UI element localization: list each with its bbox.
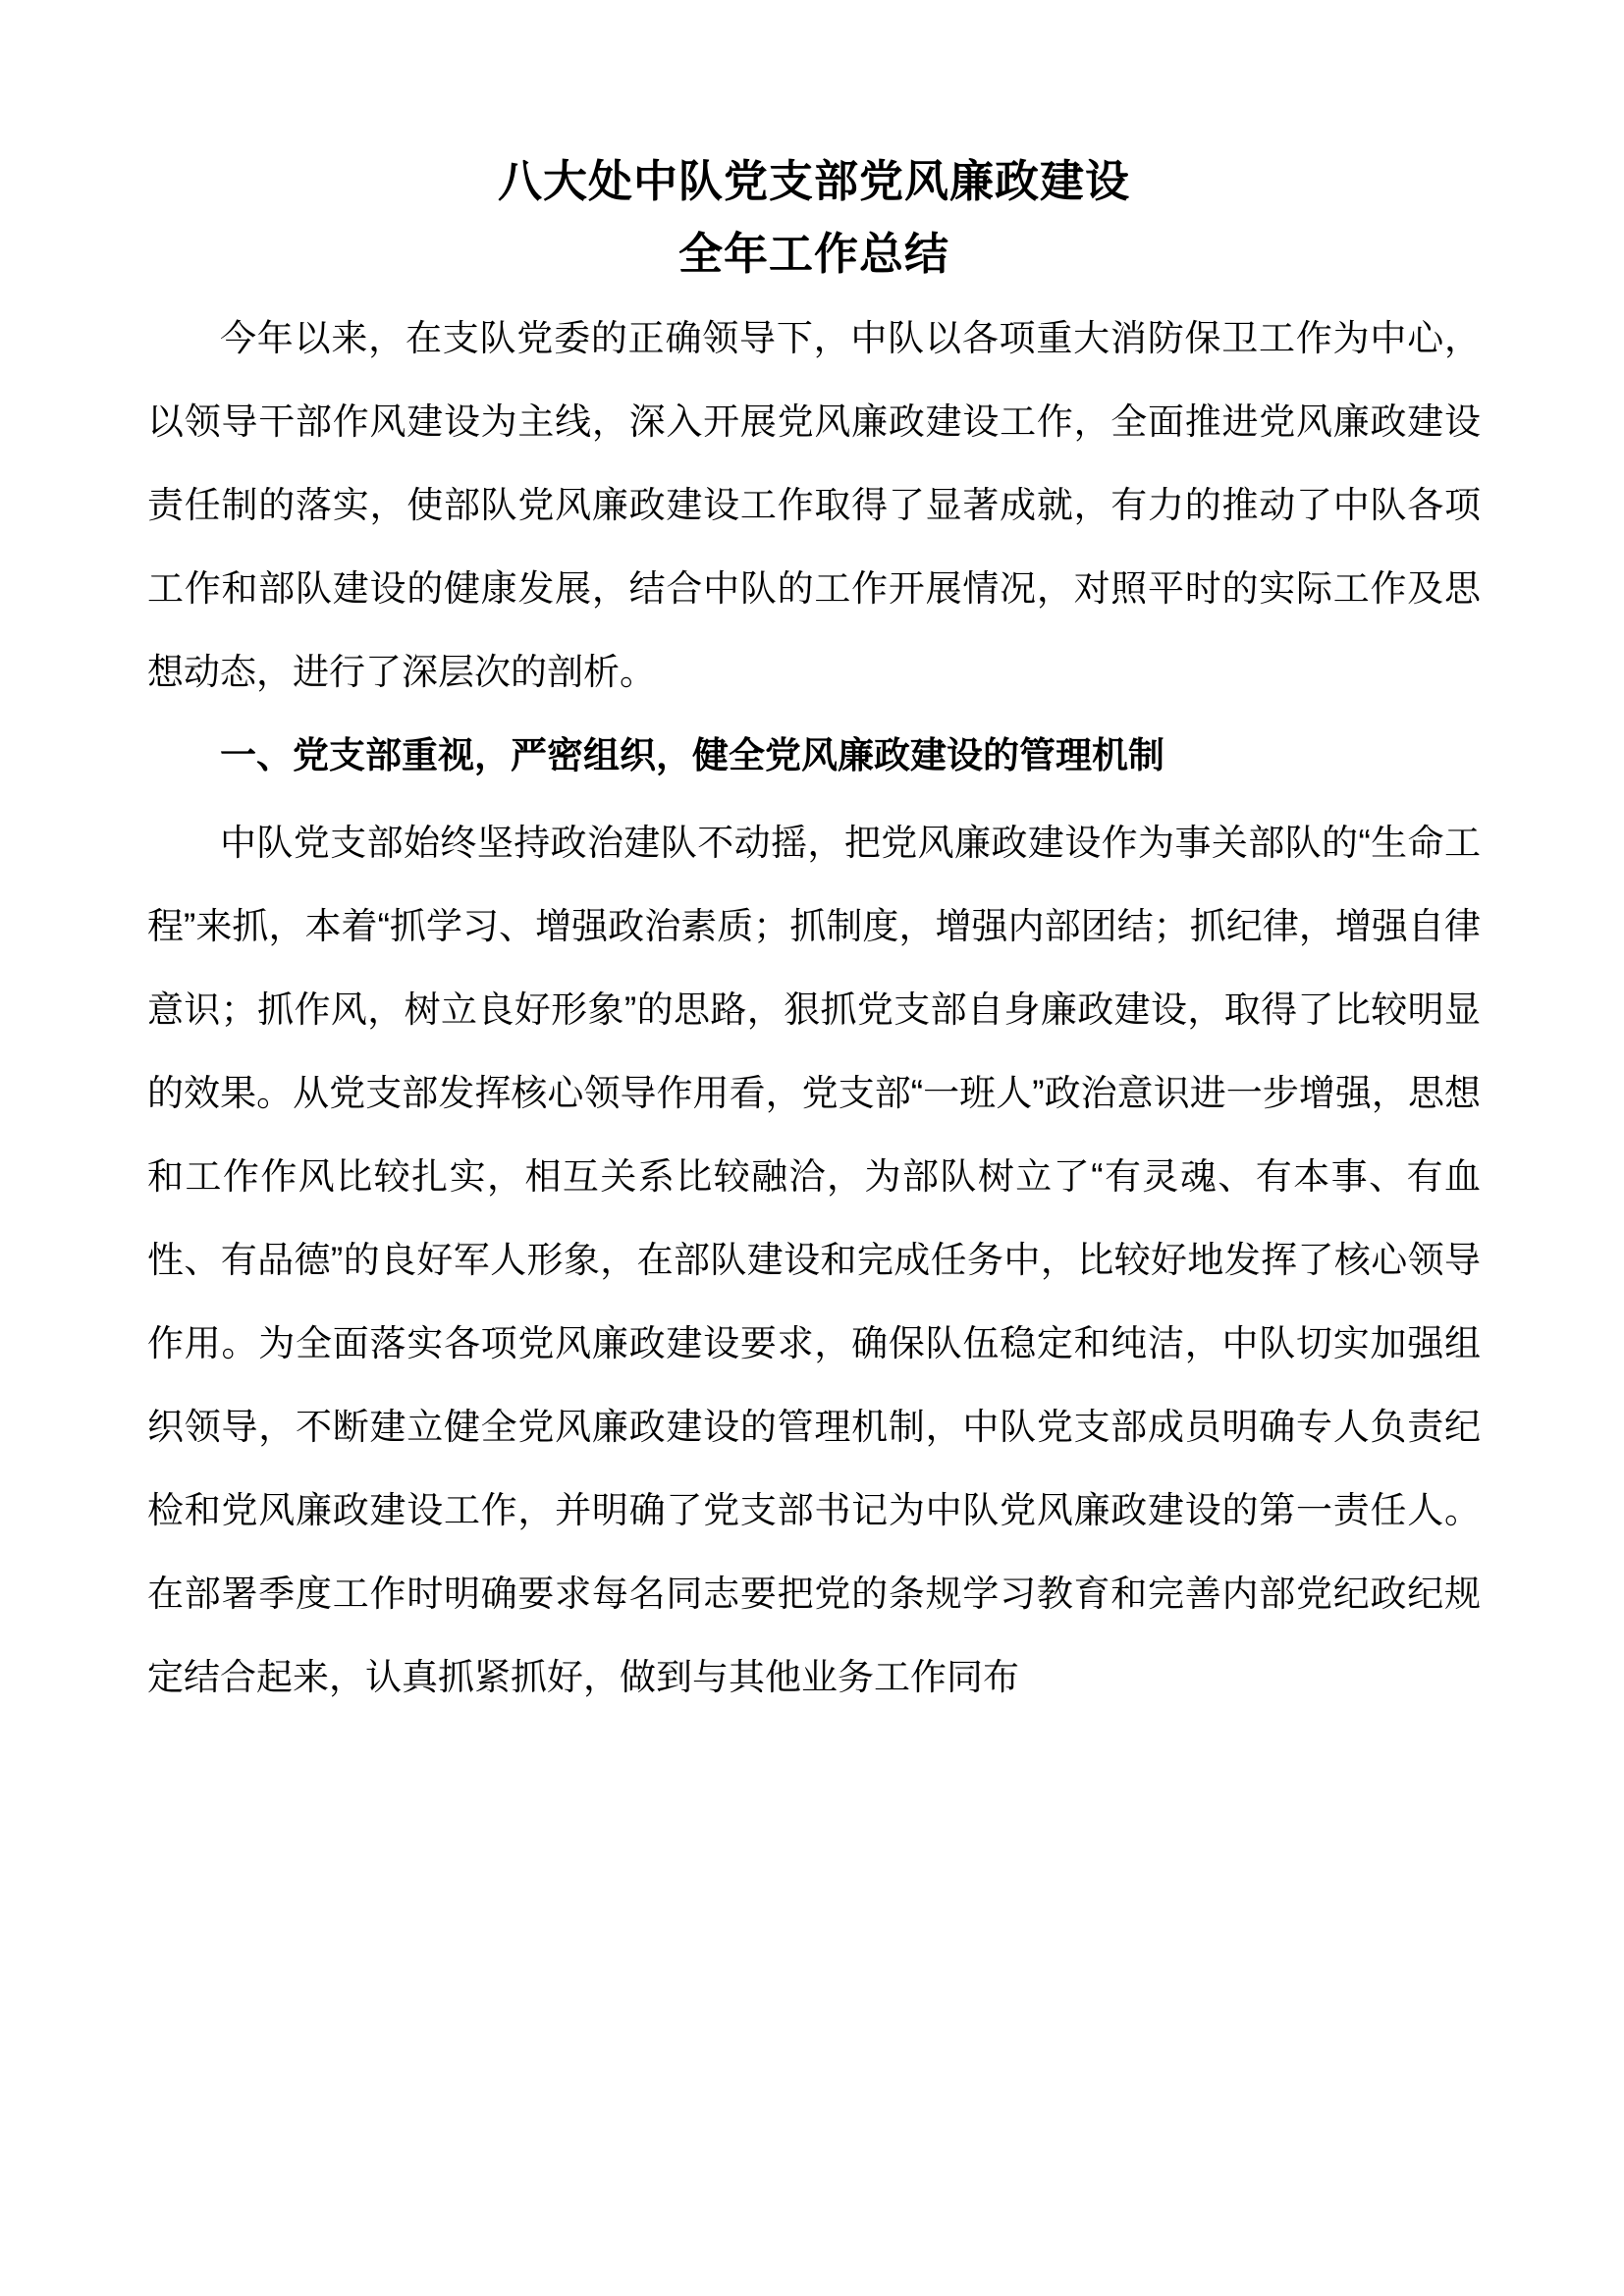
section-heading-1: 一、党支部重视，严密组织，健全党风廉政建设的管理机制: [220, 735, 1164, 775]
paragraph-section-1-body: 中队党支部始终坚持政治建队不动摇，把党风廉政建设作为事关部队的“生命工程”来抓，本着“抓学习、增强政治素质；抓制度，增强内部团结；抓纪律，增强自律意识；抓作风，树立良好形象”的思路，狠抓党支部自身廉政建设，取得了比较明显的效果。从党支部发挥核心领导作用看，党支部“一班人”政治意识进一步增强，思想和工作作风比较扎实，相互关系比较融洽，为部队树立了“有灵魂、有本事、有血性、有品德”的良好军人形象，在部队建设和完成任务中，比较好地发挥了核心领导作用。为全面落实各项党风廉政建设要求，确保队伍稳定和纯洁，中队切实加强组织领导，不断建立健全党风廉政建设的管理机制，中队党支部成员明确专人负责纪检和党风廉政建设工作，并明确了党支部书记为中队党风廉政建设的第一责任人。在部署季度工作时明确要求每名同志要把党的条规学习教育和完善内部党纪政纪规定结合起来，认真抓紧抓好，做到与其他业务工作同布: [147, 823, 1481, 1697]
paragraph-intro: 今年以来，在支队党委的正确领导下，中队以各项重大消防保卫工作为中心，以领导干部作风建设为主线，深入开展党风廉政建设工作，全面推进党风廉政建设责任制的落实，使部队党风廉政建设工作取得了显著成就，有力的推动了中队各项工作和部队建设的健康发展，结合中队的工作开展情况，对照平时的实际工作及思想动态，进行了深层次的剖析。: [147, 318, 1481, 692]
title-line-1: 八大处中队党支部党风廉政建设: [497, 156, 1130, 206]
title-line-2: 全年工作总结: [677, 229, 949, 279]
page-title: [147, 145, 1481, 291]
